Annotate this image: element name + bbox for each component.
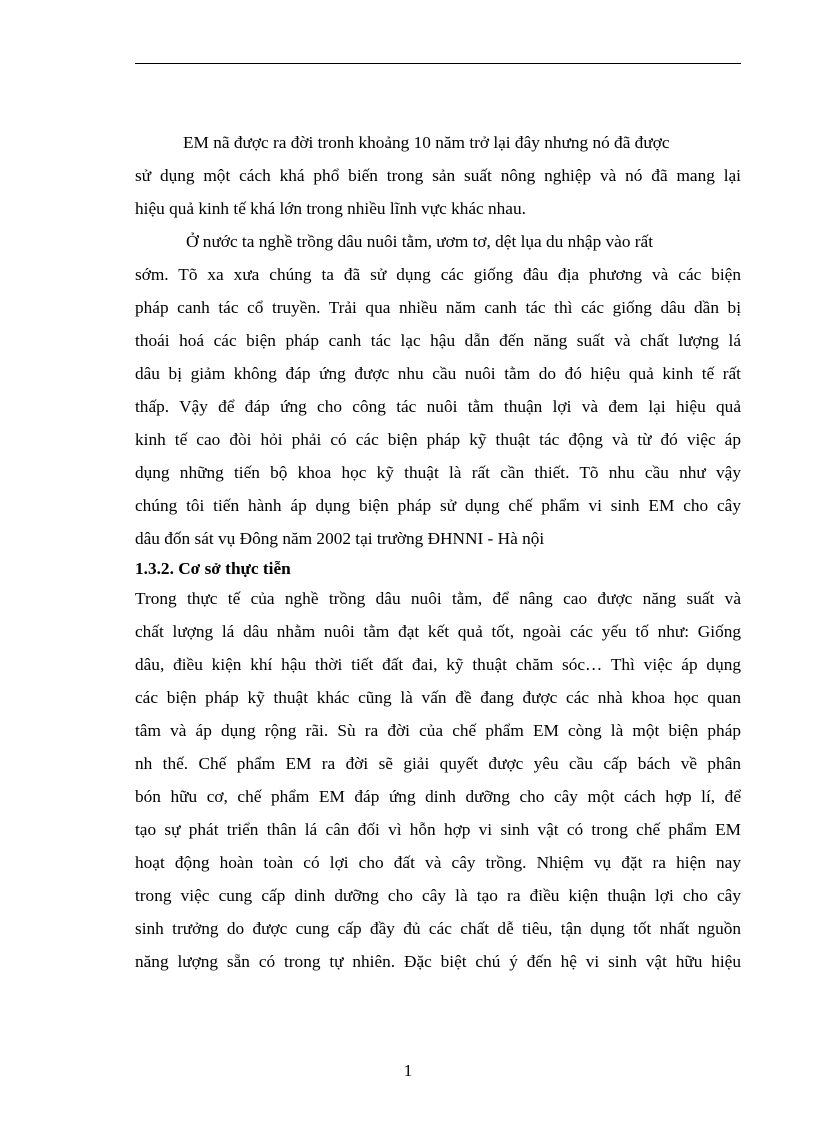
paragraph-3-line-5: tâm và áp dụng rộng rãi. Sù ra đời của chế phẩm EM còng là một biện pháp	[135, 721, 741, 740]
paragraph-2-line-6: thấp. Vậy để đáp ứng cho công tác nuôi tằm thuận lợi và đem lại hiệu quả	[135, 397, 741, 416]
paragraph-3-line-7: bón hữu cơ, chế phẩm EM đáp ứng dinh dưỡng cho cây một cách hợp lí, để	[135, 787, 741, 806]
paragraph-2-line-10: dâu đốn sát vụ Đông năm 2002 tại trường ĐHNNI - Hà nội	[135, 529, 545, 548]
paragraph-3-line-1: Trong thực tế của nghề trồng dâu nuôi tằm, để nâng cao được năng suất và	[135, 589, 741, 608]
paragraph-2-line-3: pháp canh tác cổ truyền. Trải qua nhiều năm canh tác thì các giống dâu dần bị	[135, 298, 741, 317]
paragraph-2-line-1: Ở nước ta nghề trồng dâu nuôi tằm, ươm tơ, dệt lụa du nhập vào rất	[186, 232, 654, 251]
page-number: 1	[403, 1061, 413, 1080]
paragraph-2-line-5: dâu bị giảm không đáp ứng được nhu cầu nuôi tằm do đó hiệu quả kinh tế rất	[135, 364, 741, 383]
paragraph-3-line-4: các biện pháp kỹ thuật khác cũng là vấn đề đang được các nhà khoa học quan	[135, 688, 741, 707]
paragraph-2-line-9: chúng tôi tiến hành áp dụng biện pháp sử dụng chế phẩm vi sinh EM cho cây	[135, 496, 741, 515]
paragraph-2-line-4: thoái hoá các biện pháp canh tác lạc hậu dẫn đến năng suất và chất lượng lá	[135, 331, 741, 350]
paragraph-1-line-3: hiệu quả kinh tế khá lớn trong nhiều lĩnh vực khác nhau.	[135, 199, 526, 218]
paragraph-3-line-9: hoạt động hoàn toàn có lợi cho đất và cây trồng. Nhiệm vụ đặt ra hiện nay	[135, 853, 741, 872]
paragraph-3-line-10: trong việc cung cấp dinh dưỡng cho cây là tạo ra điều kiện thuận lợi cho cây	[135, 886, 741, 905]
paragraph-3-line-12: năng lượng sẵn có trong tự nhiên. Đặc biệt chú ý đến hệ vi sinh vật hữu hiệu	[135, 952, 741, 971]
header-rule	[135, 63, 741, 64]
paragraph-3-line-11: sinh trưởng do được cung cấp đầy đủ các chất dễ tiêu, tận dụng tốt nhất nguồn	[135, 919, 741, 938]
paragraph-1-line-1: EM nã được ra đời tronh khoảng 10 năm trở lại đây nhưng nó đã được	[183, 133, 670, 152]
paragraph-1-line-2: sử dụng một cách khá phổ biến trong sản suất nông nghiệp và nó đã mang lại	[135, 166, 741, 185]
paragraph-2-line-8: dụng những tiến bộ khoa học kỹ thuật là rất cần thiết. Tõ nhu cầu như vậy	[135, 463, 741, 482]
paragraph-3-line-2: chất lượng lá dâu nhằm nuôi tằm đạt kết quả tốt, ngoài các yếu tố như: Giống	[135, 622, 741, 641]
paragraph-3-line-6: nh thế. Chế phẩm EM ra đời sẽ giải quyết được yêu cầu cấp bách về phân	[135, 754, 741, 773]
paragraph-2-line-7: kinh tế cao đòi hỏi phải có các biện pháp kỹ thuật tác động và từ đó việc áp	[135, 430, 741, 449]
paragraph-2-line-2: sớm. Tõ xa xưa chúng ta đã sử dụng các giống đâu địa phương và các biện	[135, 265, 741, 284]
paragraph-3-line-8: tạo sự phát triển thân lá cân đối vì hỗn hợp vi sinh vật có trong chế phẩm EM	[135, 820, 741, 839]
section-heading: 1.3.2. Cơ sở thực tiễn	[135, 559, 291, 578]
paragraph-3-line-3: dâu, điều kiện khí hậu thời tiết đất đai, kỹ thuật chăm sóc… Thì việc áp dụng	[135, 655, 741, 674]
